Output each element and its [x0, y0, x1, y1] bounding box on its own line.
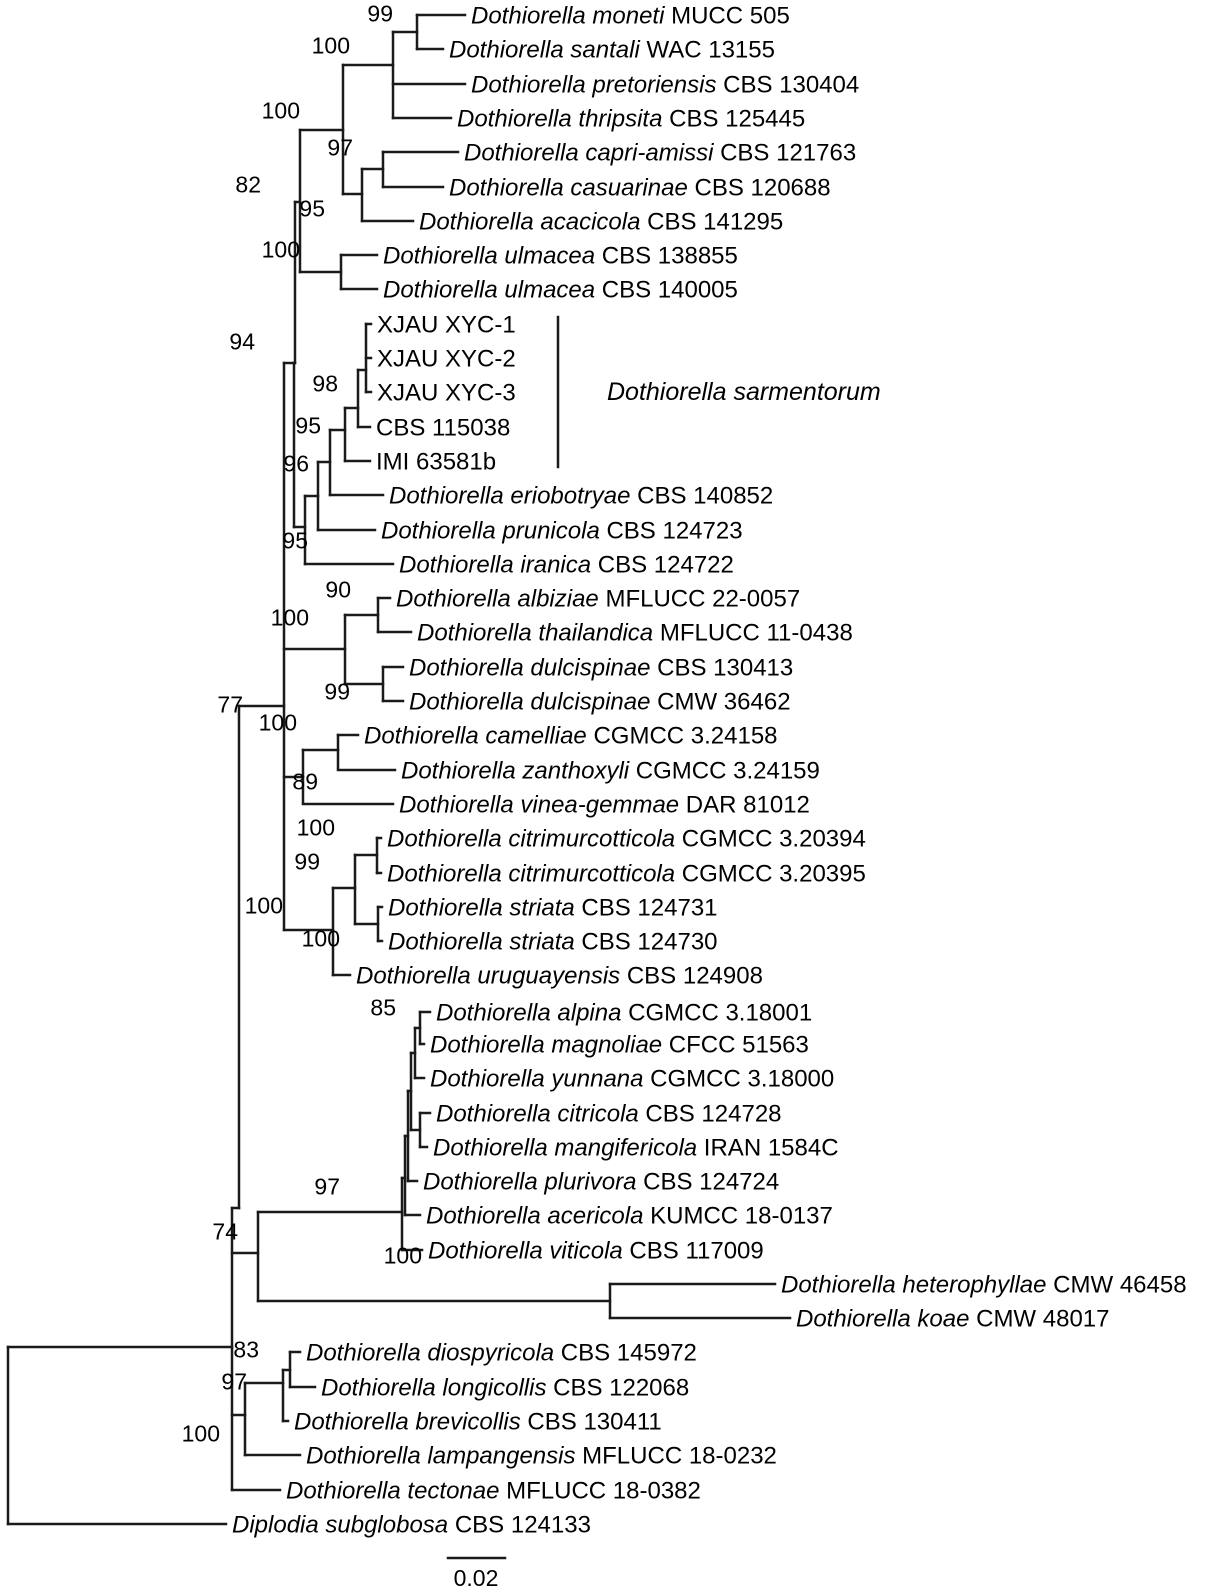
bootstrap-value: 97 — [327, 134, 353, 161]
tip-label: Dothiorella koae CMW 48017 — [796, 1305, 1110, 1333]
clade-annotation-label: Dothiorella sarmentorum — [607, 378, 881, 406]
tip-label: Dothiorella acacicola CBS 141295 — [419, 208, 784, 236]
bootstrap-value: 99 — [367, 0, 393, 27]
tip-label: Dothiorella citricola CBS 124728 — [436, 1100, 782, 1128]
bootstrap-value: 99 — [324, 678, 350, 705]
tip-label: Dothiorella santali WAC 13155 — [449, 36, 775, 64]
tip-label: Dothiorella iranica CBS 124722 — [399, 551, 734, 579]
tip-label: Dothiorella magnoliae CFCC 51563 — [430, 1031, 809, 1059]
bootstrap-value: 95 — [295, 412, 321, 439]
bootstrap-value: 100 — [261, 97, 300, 124]
tip-label: Dothiorella citrimurcotticola CGMCC 3.20394 — [387, 825, 866, 853]
bootstrap-value: 100 — [181, 1420, 220, 1447]
bootstrap-value: 100 — [244, 892, 283, 919]
tip-label: Dothiorella uruguayensis CBS 124908 — [356, 962, 763, 990]
bootstrap-value: 100 — [270, 604, 309, 631]
tip-label: Dothiorella thailandica MFLUCC 11-0438 — [417, 619, 853, 647]
bootstrap-value: 100 — [261, 236, 300, 263]
tip-label: Dothiorella capri-amissi CBS 121763 — [464, 139, 857, 167]
tip-label: Dothiorella mangifericola IRAN 1584C — [433, 1134, 839, 1162]
tip-label: Dothiorella ulmacea CBS 140005 — [383, 276, 738, 304]
tip-label: Dothiorella alpina CGMCC 3.18001 — [436, 999, 813, 1027]
bootstrap-value: 94 — [229, 328, 255, 355]
bootstrap-value: 97 — [221, 1368, 247, 1395]
tip-label: Dothiorella pretoriensis CBS 130404 — [471, 71, 860, 99]
bootstrap-value: 95 — [282, 527, 308, 554]
bootstrap-value: 74 — [212, 1218, 238, 1245]
tip-label: Dothiorella dulcispinae CBS 130413 — [409, 654, 794, 682]
bootstrap-value: 100 — [383, 1242, 422, 1269]
tip-label: Dothiorella citrimurcotticola CGMCC 3.20395 — [387, 860, 866, 888]
tip-label: Dothiorella dulcispinae CMW 36462 — [409, 688, 791, 716]
bootstrap-value: 95 — [299, 195, 325, 222]
tip-label: Dothiorella casuarinae CBS 120688 — [449, 174, 831, 202]
tip-label: Dothiorella ulmacea CBS 138855 — [383, 242, 738, 270]
tip-label: XJAU XYC-2 — [377, 345, 516, 373]
bootstrap-value: 77 — [217, 691, 243, 718]
bootstrap-value: 100 — [311, 32, 350, 59]
tip-label: Dothiorella yunnana CGMCC 3.18000 — [430, 1065, 835, 1093]
tip-label: Dothiorella moneti MUCC 505 — [471, 2, 790, 30]
scale-bar-label: 0.02 — [453, 1565, 499, 1591]
bootstrap-value: 100 — [258, 709, 297, 736]
bootstrap-value: 98 — [312, 370, 338, 397]
bootstrap-value: 97 — [314, 1173, 340, 1200]
tip-label: Dothiorella brevicollis CBS 130411 — [294, 1408, 662, 1436]
tip-label: Dothiorella eriobotryae CBS 140852 — [389, 482, 774, 510]
bootstrap-value: 100 — [301, 925, 340, 952]
bootstrap-value: 83 — [233, 1336, 259, 1363]
tip-label: Diplodia subglobosa CBS 124133 — [232, 1511, 591, 1539]
tip-label: Dothiorella diospyricola CBS 145972 — [306, 1339, 697, 1367]
tip-label: Dothiorella lampangensis MFLUCC 18-0232 — [306, 1442, 777, 1470]
tip-label: Dothiorella vinea-gemmae DAR 81012 — [399, 791, 810, 819]
tip-label: XJAU XYC-1 — [377, 311, 516, 339]
bootstrap-value: 100 — [296, 814, 335, 841]
tip-label: Dothiorella plurivora CBS 124724 — [423, 1168, 780, 1196]
tip-label: Dothiorella tectonae MFLUCC 18-0382 — [286, 1477, 701, 1505]
tip-label: Dothiorella viticola CBS 117009 — [428, 1237, 764, 1265]
tip-label: Dothiorella prunicola CBS 124723 — [381, 517, 743, 545]
bootstrap-value: 90 — [325, 576, 351, 603]
tip-label: Dothiorella albiziae MFLUCC 22-0057 — [396, 585, 801, 613]
tip-label: CBS 115038 — [376, 414, 511, 442]
tip-label: XJAU XYC-3 — [377, 379, 516, 407]
tip-label: Dothiorella striata CBS 124730 — [388, 928, 718, 956]
tip-label: Dothiorella zanthoxyli CGMCC 3.24159 — [401, 757, 820, 785]
tip-label: Dothiorella longicollis CBS 122068 — [321, 1374, 690, 1402]
tip-label: Dothiorella acericola KUMCC 18-0137 — [426, 1202, 833, 1230]
bootstrap-value: 89 — [292, 768, 318, 795]
bootstrap-value: 99 — [294, 848, 320, 875]
tip-label: Dothiorella thripsita CBS 125445 — [457, 105, 806, 133]
bootstrap-value: 85 — [370, 994, 396, 1021]
bootstrap-value: 82 — [235, 171, 261, 198]
tip-label: Dothiorella camelliae CGMCC 3.24158 — [364, 722, 778, 750]
tip-label: Dothiorella striata CBS 124731 — [388, 894, 718, 922]
tip-label: Dothiorella heterophyllae CMW 46458 — [781, 1271, 1187, 1299]
tip-label: IMI 63581b — [376, 448, 497, 476]
bootstrap-value: 96 — [283, 450, 309, 477]
